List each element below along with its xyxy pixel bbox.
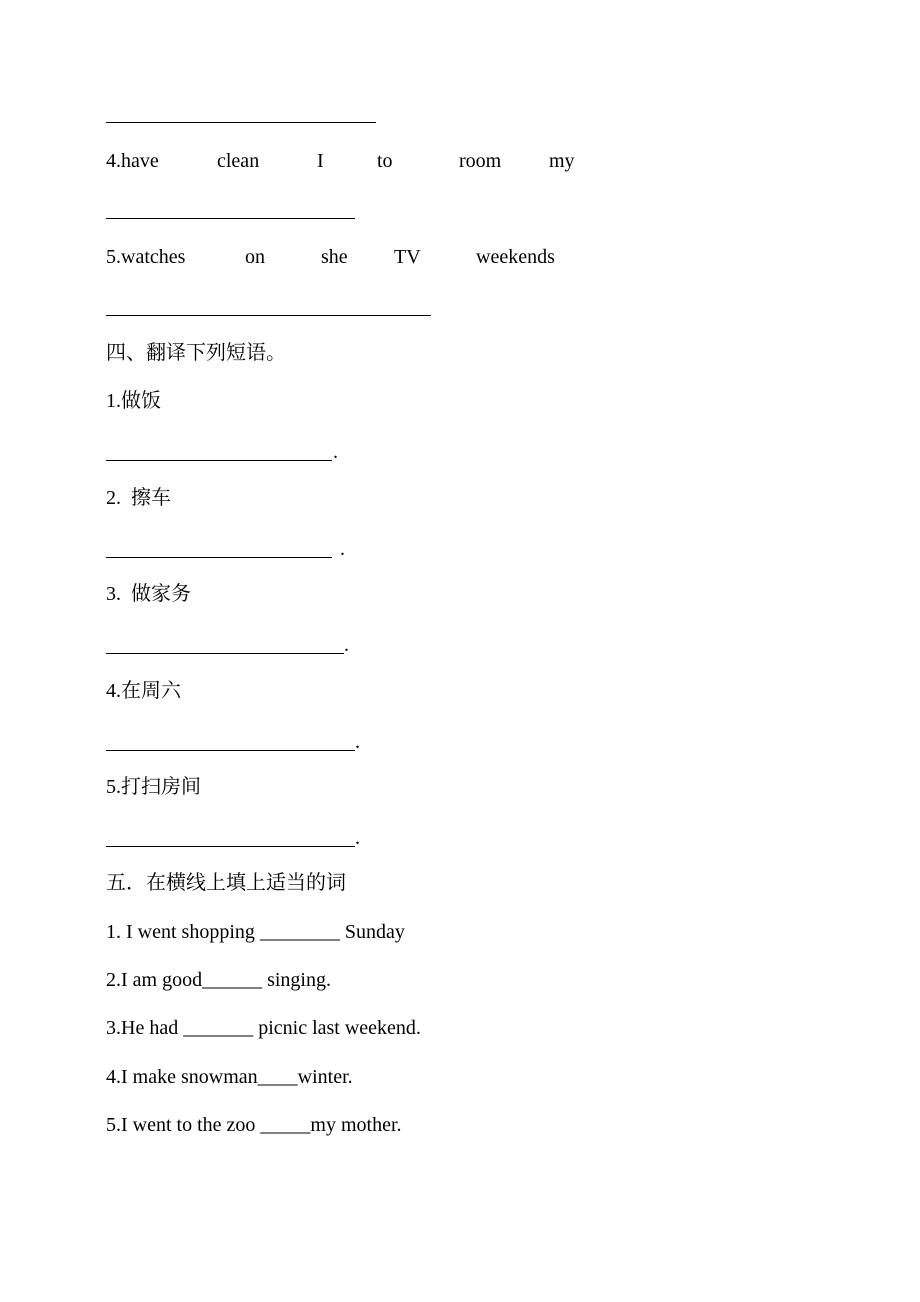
section5-item-3: 3.He had _______ picnic last weekend. [106,1017,421,1039]
section5-item-5: 5.I went to the zoo _____my mother. [106,1114,402,1136]
section4-item-2: 2. 擦车 [106,487,171,509]
word: she [321,246,348,268]
answer-line-s4-5[interactable] [106,846,355,847]
answer-end-mark: . [333,441,338,463]
section5-heading: 五．在横线上填上适当的词 [106,872,346,894]
word: my [549,150,575,172]
word: clean [217,150,260,172]
word: on [245,246,265,268]
word: 5.watches [106,246,186,268]
section4-item-3: 3. 做家务 [106,583,191,605]
answer-line-s4-4[interactable] [106,750,355,751]
section4-heading: 四、翻译下列短语。 [106,342,286,364]
section5-item-1: 1. I went shopping ________ Sunday [106,921,405,943]
answer-end-mark: . [355,731,360,753]
answer-line-q4[interactable] [106,218,355,219]
q5-word-row [106,245,606,269]
word: I [317,150,324,172]
answer-line-s4-1[interactable] [106,460,332,461]
section4-item-1: 1.做饭 [106,390,161,412]
answer-line-q5[interactable] [106,315,431,316]
answer-line-s4-3[interactable] [106,653,344,654]
word: TV [394,246,421,268]
word: to [377,150,393,172]
section5-item-4: 4.I make snowman____winter. [106,1066,353,1088]
answer-end-mark: . [355,827,360,849]
answer-end-mark: . [344,634,349,656]
section4-item-4: 4.在周六 [106,680,181,702]
answer-line-q3[interactable] [106,122,376,123]
section4-item-5: 5.打扫房间 [106,776,201,798]
q4-word-row [106,149,606,173]
word: 4.have [106,150,159,172]
answer-line-s4-2[interactable] [106,557,332,558]
word: weekends [476,246,555,268]
word: room [459,150,502,172]
section5-item-2: 2.I am good______ singing. [106,969,331,991]
answer-end-mark: . [340,538,345,560]
